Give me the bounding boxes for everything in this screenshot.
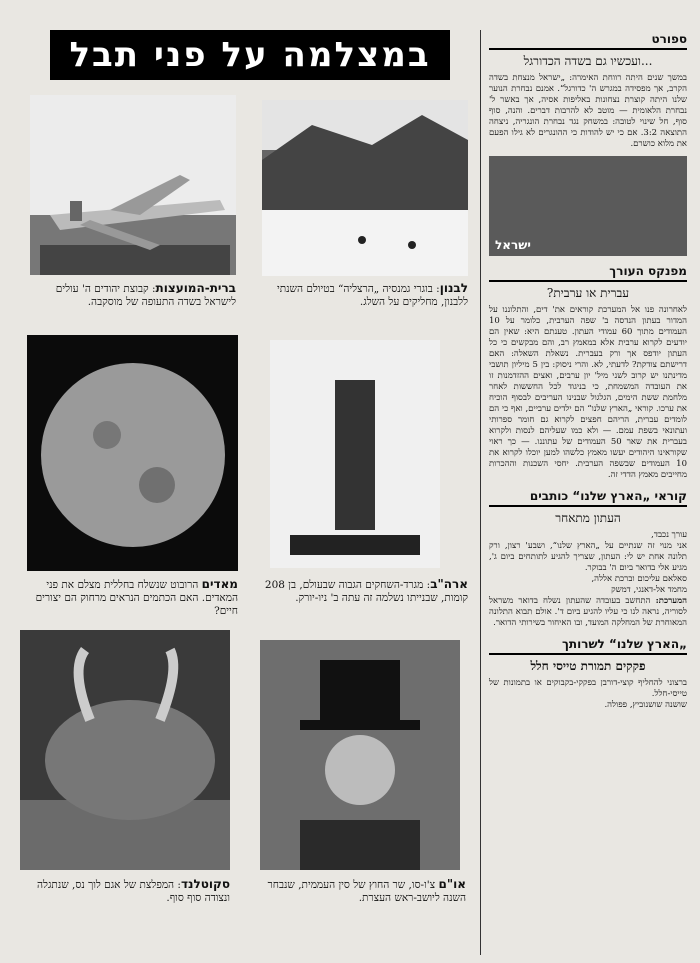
letters-signature: מחמד אל-דאנגי, דמשק [611, 585, 687, 595]
photo-airplane [30, 95, 236, 275]
mars-image [27, 335, 238, 571]
caption-4: ארה"ב: מגרד-השחקים הגבוה שבעולם, בן 208 קומות, שבנייתו נשלמה זה עתה ב' ניו-יורק. [264, 577, 468, 604]
caption-text: בוגרי גמנסיה „הרצליה“ בטיולם השנתי ללבנון, מחליקים על השלג. [276, 283, 468, 308]
caption-place: ברית-המועצות [155, 281, 236, 295]
letters-signoff: סאלאם עליכום וברכת אללה, [591, 574, 687, 584]
caption-6 [260, 878, 466, 905]
airplane-image [30, 95, 236, 275]
sport-header: ספורט [489, 30, 687, 50]
photo-mars [27, 335, 238, 571]
reply-label: המערכת: [655, 596, 688, 606]
monster-image [20, 630, 230, 870]
letters-header: קוראי „הארץ שלנו“ כותבים [489, 487, 687, 507]
sport-section [489, 30, 687, 256]
service-signature: שושנה שושנוביץ, פפולה. [604, 700, 687, 710]
caption-place: סקוטלנד [180, 877, 230, 891]
letters-reply [489, 596, 687, 629]
skyscraper-image [270, 340, 440, 568]
reply-text: התחשב בעובדה שהעתון נשלח בדואר משראל לסוריה, נראה לנו כי עליו להגיע ביום ד'. אולם תבוא התלונה המאוחרת של המחלקה המועד, ובו האיחור בשירותי הדואר. [489, 596, 687, 628]
portrait-image [260, 640, 460, 870]
letters-subtitle: העתון מתאחר [555, 511, 621, 525]
editor-body: לאחרונה פנו אל המערכת קוראים את' דים, והתלוננו על המדור בעתון הנדסה ב' שפה הערבית, כלומר על 10 העמודים מתוך 60 עמודי העתון. טענתם היא: שאין הם יודעים לקרוא ערבית אלא במאמץ רב, והם מבקשים כי כל העתון יודפס אך ורק בעברית. נשאלת השאלה: האם דרישתם צודקת? לדעתי, לא. והרי ניסוק: בין 5 מיליון תושבי מדינתנו יש קרוב לשני מיל' יון ערבים, ואצים ההזדמנות זו את העובדה המשמחת, כי בניגוד לכל החששות לאחר מלחמת ששת הימים, הגלגול שבנינו העריבים לבסוף הוכיח את ערכו. קוראי „הארץ שלנו“ הם ילדים ערביים, ואף כי הם לומדים עברית, הריהם חפצים לקרוא גם חומר ספרותי ועתונאי בשפת עמם. — ולא כמו שעליהם לנסות ולקרוא בעברית את שאר 50 העמודים של עתוננו. — כך ראוי שקוראינו היהודים יעשו מאמץ כלשהו למען יוכלו לקרוא את 10 העמודים שבשפה הערבית. יחסי השכנות וההכרות מחייבים מאמץ הדדי זה. [489, 305, 688, 480]
service-section [489, 635, 687, 711]
sport-headline: ...ועכשיו גם בשדה הכדורגל [523, 54, 653, 68]
text-column [480, 30, 691, 955]
editor-section [489, 262, 687, 481]
caption-3 [27, 578, 238, 618]
caption-text: מגרד-השחקים הגבוה שבעולם, בן 208 קומות, שבנייתו נשלמה זה עתה ב' ניו-יורק. [264, 579, 468, 604]
service-body: ברצוני להחליף קוצי-דורבן בפקקי-בקבוקים או בתמונות של טייסי-חלל. [489, 678, 687, 699]
service-header: „הארץ שלנו“ לשרותך [489, 635, 687, 655]
caption-text: קבוצת יהודים ה' עולים לישראל בשדה התעופה של מוסקבה. [55, 283, 236, 308]
masthead: במצלמה על פני תבל [50, 30, 450, 80]
caption-5: סקוטלנד: המפלצת של אגם לוך נס, שנתגלה ונצודה סוף סוף. [37, 877, 230, 904]
letters-body: אני מנוי זה שנתיים על „הארץ שלנו“, ושבע' רצון, ורק תלונה אחת יש לי: העתון, שצריך להגיע לתותחים ביום ג', מגיע אלי בדואר ביום ה' בבוקר. [489, 541, 687, 573]
sport-photo-caption: ישראל [495, 238, 531, 252]
photo-monster [20, 630, 230, 870]
snow-image [262, 100, 468, 276]
editor-subtitle: עברית או ערבית? [546, 286, 630, 300]
service-subtitle: פקקים תמורת טייסי חלל [530, 659, 646, 673]
letters-section [489, 487, 687, 629]
caption-place: מאדים [201, 577, 238, 591]
caption-text: הרובוט שנשלח בחללית מצלם את פני המאדים. האם הכתמים הנראים מרחוק הם יצורים חיים? [35, 579, 238, 617]
sport-body: במשך שנים היתה רווחת האימרה: „ישראל מנצחת בשדה הקרב, אך מפסידה במגרש ה' כדורגל“. אמנם נבחרת הנוער שלנו היתה קוצרת נצחונות באליפות אסיה, אך באשר ל' נבחרת הלאומית — מוטב לא להרבות דברים. והנה, סוף סוף, חל שינוי לטובה: במשחק נגד נבחרת הונגריה, ניצחה התוצאה 3:2. אם כי יש להודות כי ההונגרים לא גילו הפעם את מלוא כושרם. [489, 73, 687, 149]
caption-text: צ'ו-סו, שר החוץ של סין העממית, שנבחר השנה ליושב-ראש העצרת. [267, 879, 466, 904]
caption-place: לבנון [439, 281, 468, 295]
photo-section [10, 30, 470, 955]
photo-skyscraper [270, 340, 440, 568]
caption-place: ארה"ב [430, 577, 468, 591]
caption-2: לבנון: בוגרי גמנסיה „הרצליה“ בטיולם השנתי ללבנון, מחליקים על השלג. [276, 281, 468, 308]
photo-portrait [260, 640, 460, 870]
caption-text: המפלצת של אגם לוך נס, שנתגלה ונצודה סוף סוף. [37, 879, 230, 904]
sport-photo [489, 156, 687, 256]
editor-header: מפנקס העורך [489, 262, 687, 282]
caption-place: או"ם [438, 877, 466, 891]
photo-snow [262, 100, 468, 276]
caption-1: ברית-המועצות: קבוצת יהודים ה' עולים לישראל בשדה התעופה של מוסקבה. [55, 281, 236, 308]
letters-greeting: עורך נכבד, [651, 530, 687, 540]
